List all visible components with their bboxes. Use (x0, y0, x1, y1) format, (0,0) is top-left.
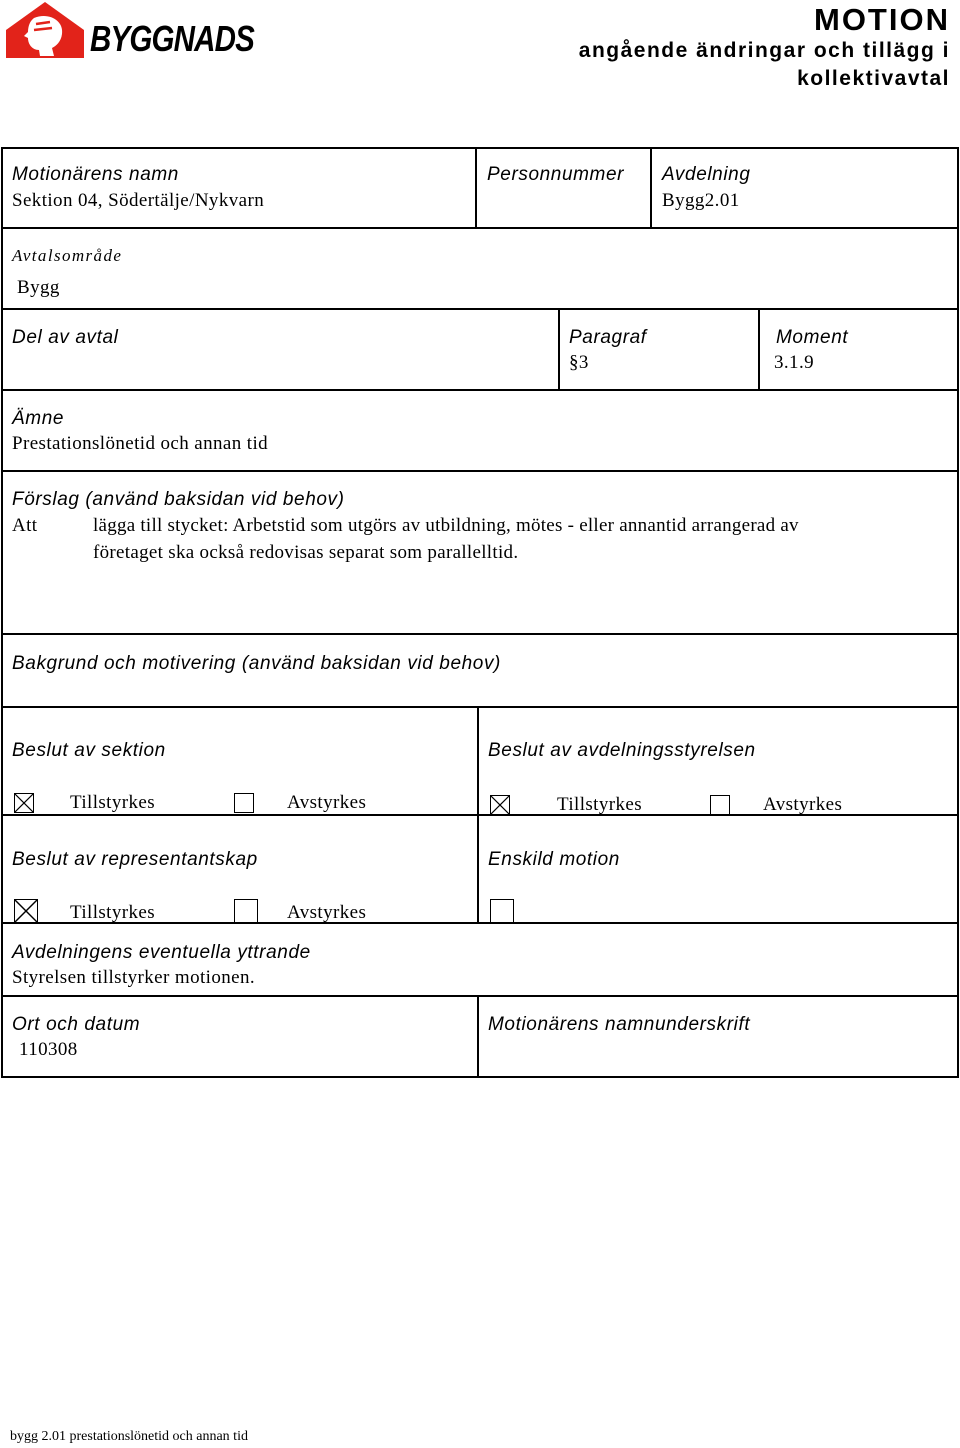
avdelningsstyrelsen-avstyrkes-label: Avstyrkes (763, 794, 843, 815)
sektion-avstyrkes-label: Avstyrkes (287, 792, 367, 813)
forslag-text-line2: företaget ska också redovisas separat som parallelltid. (93, 542, 519, 563)
amne-label: Ämne (12, 408, 65, 429)
ort-datum-value: 110308 (19, 1039, 78, 1060)
avdelningsstyrelsen-avstyrkes-checkbox[interactable] (710, 795, 730, 815)
avdelning-label: Avdelning (662, 164, 751, 185)
avdelning-value: Bygg2.01 (662, 190, 740, 211)
document-subtitle-line2: kollektivavtal (797, 67, 950, 90)
byggnads-logo (4, 0, 255, 62)
document-title: MOTION (814, 2, 950, 37)
moment-value: 3.1.9 (774, 352, 814, 373)
sektion-tillstyrkes-label: Tillstyrkes (70, 792, 156, 813)
representantskap-avstyrkes-checkbox[interactable] (234, 899, 258, 923)
del-av-avtal-label: Del av avtal (12, 327, 119, 348)
enskild-motion-label: Enskild motion (488, 849, 620, 870)
amne-value: Prestationslönetid och annan tid (12, 433, 269, 454)
avtalsomrade-value: Bygg (17, 277, 60, 298)
beslut-avdelningsstyrelsen-label: Beslut av avdelningsstyrelsen (488, 740, 756, 761)
ort-datum-label: Ort och datum (12, 1014, 141, 1035)
beslut-sektion-label: Beslut av sektion (12, 740, 166, 761)
representantskap-tillstyrkes-label: Tillstyrkes (70, 902, 156, 923)
beslut-representantskap-label: Beslut av representantskap (12, 849, 258, 870)
logo-wordmark: BYGGNADS (90, 18, 255, 59)
sektion-avstyrkes-checkbox[interactable] (234, 793, 254, 813)
motionar-value: Sektion 04, Södertälje/Nykvarn (12, 190, 265, 211)
logo-emblem-icon (4, 0, 86, 60)
forslag-att: Att (12, 515, 38, 536)
yttrande-label: Avdelningens eventuella yttrande (12, 942, 311, 963)
avdelningsstyrelsen-tillstyrkes-checkbox[interactable] (490, 795, 510, 815)
representantskap-tillstyrkes-checkbox[interactable] (14, 899, 38, 923)
paragraf-value: §3 (569, 352, 589, 373)
underskrift-label: Motionärens namnunderskrift (488, 1014, 751, 1035)
document-subtitle-line1: angående ändringar och tillägg i (578, 39, 950, 62)
representantskap-avstyrkes-label: Avstyrkes (287, 902, 367, 923)
personnummer-label: Personnummer (487, 164, 625, 185)
moment-label: Moment (776, 327, 849, 348)
avtalsomrade-label: Avtalsområde (12, 246, 123, 265)
yttrande-value: Styrelsen tillstyrker motionen. (12, 967, 256, 988)
forslag-text-line1: lägga till stycket: Arbetstid som utgörs av utbildning, mötes - eller annantid arrangerad av (93, 515, 799, 536)
footer-filename: bygg 2.01 prestationslönetid och annan tid (10, 1429, 248, 1444)
motionar-label: Motionärens namn (12, 164, 179, 185)
paragraf-label: Paragraf (569, 327, 647, 348)
avdelningsstyrelsen-tillstyrkes-label: Tillstyrkes (557, 794, 643, 815)
sektion-tillstyrkes-checkbox[interactable] (14, 793, 34, 813)
enskild-motion-checkbox[interactable] (490, 899, 514, 923)
bakgrund-label: Bakgrund och motivering (använd baksidan vid behov) (12, 653, 501, 674)
forslag-label: Förslag (använd baksidan vid behov) (12, 489, 345, 510)
